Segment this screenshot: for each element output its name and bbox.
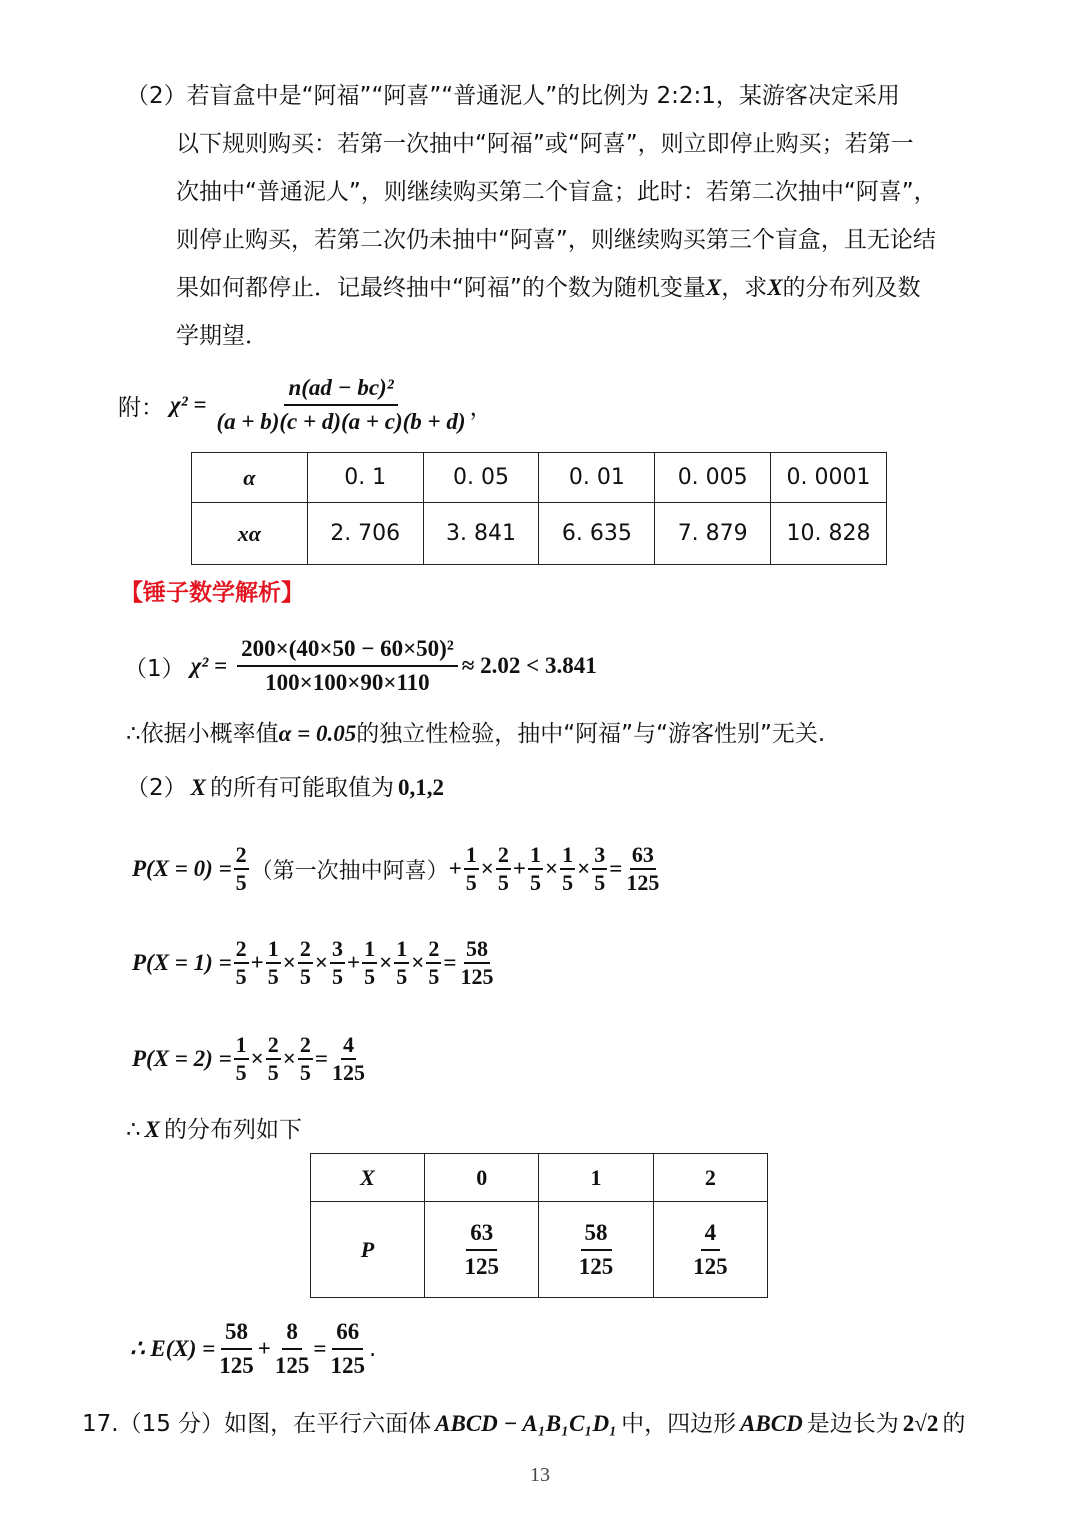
alpha-cell: 0. 1 xyxy=(307,453,423,503)
value-cell: 6. 635 xyxy=(539,503,655,565)
value-cell: 3. 841 xyxy=(423,503,539,565)
p-x-0: P(X = 0) = $\frac{2}{5}$ （第一次抽中阿喜） + $\frac{1}{5}$ × $\frac{2}{5}$ + $\frac{1}{5}$ × $\frac{1}{5}$ × $\frac{3}{5}$ = $\frac{63}{125}$ xyxy=(132,842,660,895)
distribution-intro: ∴ X 的分布列如下 xyxy=(126,1117,302,1143)
var-x: X xyxy=(705,275,722,300)
q2-line-5: 果如何都停止．记最终抽中“阿福”的个数为随机变量X，求X的分布列及数 xyxy=(176,275,921,301)
var-x: X xyxy=(767,275,783,300)
dist-x-row xyxy=(311,1154,768,1202)
q2-line-6: 学期望． xyxy=(176,323,268,349)
value-cell: 10. 828 xyxy=(771,503,887,565)
part1-label: （1） xyxy=(124,655,185,682)
alpha-row xyxy=(192,453,887,503)
dist-p-label: P xyxy=(311,1202,425,1298)
dist-x-value: 1 xyxy=(539,1154,653,1202)
critical-value-table xyxy=(191,452,887,565)
expectation: ∴ E(X) = $\frac{58}{125}$ + $\frac{8}{125}$ = $\frac{66}{125}$ . xyxy=(130,1316,376,1382)
q2-line-4: 则停止购买，若第二次仍未抽中“阿喜”，则继续购买第三个盲盒，且无论结 xyxy=(176,227,936,253)
part1-fraction: $\frac{\text{200×(40×50 − 60×50)²}}{100\times 100\times 90\times 110}$ xyxy=(237,633,458,699)
part1-formula: （1） χ² = $\frac{\text{200×(40×50 − 60×50)²}}{100\times 100\times 90\times 110}$ ≈ 2.02 < 3.841 xyxy=(124,630,597,702)
value-cell: 7. 879 xyxy=(655,503,771,565)
chi-square-lhs: χ² = xyxy=(170,392,207,417)
dist-x-value: 0 xyxy=(425,1154,539,1202)
q2-line-1: （2）若盲盒中是“阿福”“阿喜”“普通泥人”的比例为 2:2:1，某游客决定采用 xyxy=(126,83,900,109)
q2-line-3: 次抽中“普通泥人”，则继续购买第二个盲盒；此时：若第二次抽中“阿喜”， xyxy=(176,179,937,205)
alpha-cell: 0. 005 xyxy=(655,453,771,503)
dist-x-value: 2 xyxy=(653,1154,767,1202)
dist-p-value: $\frac{63}{125}$ xyxy=(425,1202,539,1298)
solution-header: 【锤子数学解析】 xyxy=(120,580,304,606)
q2-line-2: 以下规则购买：若第一次抽中“阿福”或“阿喜”，则立即停止购买；若第一 xyxy=(176,131,914,157)
alpha-cell: 0. 0001 xyxy=(771,453,887,503)
value-cell: 2. 706 xyxy=(307,503,423,565)
distribution-table xyxy=(310,1153,768,1298)
appendix-label: 附： xyxy=(118,394,164,421)
p0-note: （第一次抽中阿喜） xyxy=(250,858,449,884)
appendix-formula: 附： χ² = $\frac{\text{n(ad − bc)²}}{(a + b)(c + d)(a + c)(b + d)}$ ， xyxy=(118,372,493,438)
dist-x-label: X xyxy=(311,1154,425,1202)
q17-line: 17.（15 分）如图，在平行六面体 ABCD − A₁B₁C₁D₁ 中，四边形 ABCD 是边长为 2√2 的 xyxy=(82,1411,966,1437)
page-number: 13 xyxy=(530,1464,550,1486)
alpha-cell: 0. 01 xyxy=(539,453,655,503)
value-row xyxy=(192,503,887,565)
x-alpha-label: xα xyxy=(192,503,308,565)
chi-square-fraction: $\frac{\text{n(ad − bc)²}}{(a + b)(c + d)(a + c)(b + d)}$ xyxy=(216,372,465,438)
p-x-2: P(X = 2) = $\frac{1}{5}$ × $\frac{2}{5}$ × $\frac{2}{5}$ = $\frac{4}{125}$ xyxy=(132,1032,365,1085)
dist-p-value: $\frac{58}{125}$ xyxy=(539,1202,653,1298)
dist-p-row xyxy=(311,1202,768,1298)
part1-conclusion: ∴依据小概率值α = 0.05的独立性检验，抽中“阿福”与“游客性别”无关. xyxy=(126,721,826,747)
p-x-1: P(X = 1) = $\frac{2}{5}$ + $\frac{1}{5}$ × $\frac{2}{5}$ × $\frac{3}{5}$ + $\frac{1}{5}$ × $\frac{1}{5}$ × $\frac{2}{5}$ = $\frac{58}{125}$ xyxy=(132,936,494,989)
dist-p-value: $\frac{4}{125}$ xyxy=(653,1202,767,1298)
alpha-cell: 0. 05 xyxy=(423,453,539,503)
alpha-label: α xyxy=(192,453,308,503)
part2-intro: （2） X 的所有可能取值为 0,1,2 xyxy=(126,775,444,801)
